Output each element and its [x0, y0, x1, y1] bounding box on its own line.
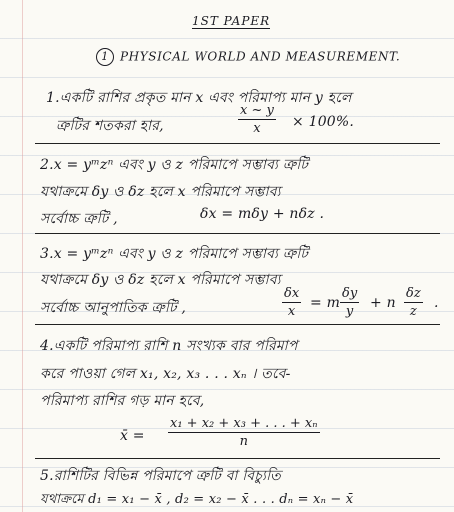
- chapter-number: 1: [96, 48, 114, 66]
- divider: [35, 458, 440, 459]
- fraction-numerator: x ~ y: [240, 103, 274, 118]
- item-4-mean-fraction: [168, 416, 320, 449]
- item-5-line2: যথাক্রমে d₁ = x₁ − x̄ , d₂ = x₂ − x̄ . . . dₙ = xₙ − x̄: [40, 492, 354, 507]
- item-2-formula: δx = mδy + nδz .: [200, 206, 325, 222]
- fraction-bar: [282, 302, 301, 303]
- item-4-text-line1: একটি পরিমাপ্য রাশি n সংখ্যক বার পরিমাপ: [53, 338, 298, 354]
- divider: [35, 233, 440, 234]
- item-4-number: 4.: [40, 338, 54, 354]
- divider: [35, 324, 440, 325]
- fraction-numerator: δx: [284, 286, 300, 301]
- item-3-equals-m: = m: [310, 295, 341, 311]
- item-4-line3: পরিমাপ্য রাশির গড় মান হবে,: [40, 393, 205, 409]
- paper-title: 1ST PAPER: [192, 14, 271, 28]
- item-1-number: 1.: [46, 90, 60, 106]
- fraction-numerator: δy: [342, 286, 358, 301]
- item-2-text-line1: x = yᵐzⁿ এবং y ও z পরিমাপে সম্ভাব্য ত্রুটি: [53, 157, 309, 173]
- item-2-text-line3: সর্বোচ্চ ত্রুটি ,: [40, 211, 118, 227]
- item-3-period: .: [434, 295, 439, 311]
- item-5-number: 5.: [40, 468, 54, 484]
- fraction-bar: [404, 302, 423, 303]
- fraction-numerator: x₁ + x₂ + x₃ + . . . + xₙ: [170, 416, 318, 431]
- divider: [35, 143, 440, 144]
- fraction-bar: [168, 432, 320, 433]
- fraction-denominator: n: [239, 434, 248, 450]
- item-1-line2: ত্রুটির শতকরা হার,: [56, 118, 164, 134]
- item-3-fraction-dx: [282, 286, 301, 319]
- item-3-line3: সর্বোচ্চ আনুপাতিক ত্রুটি ,: [40, 300, 186, 316]
- item-1-percent: × 100%.: [292, 114, 355, 130]
- item-5-text-line1: রাশিটির বিভিন্ন পরিমাপে ত্রুটি বা বিচ্যুতি: [53, 468, 281, 484]
- item-1-error-fraction: [238, 103, 276, 136]
- item-3-fraction-dy: [340, 286, 359, 319]
- item-2-line1: [40, 153, 308, 177]
- fraction-bar: [340, 302, 359, 303]
- item-1-text-line1: একটি রাশির প্রকৃত মান x এবং পরিমাপ্য মান y হলে: [59, 90, 352, 106]
- item-3-number: 3.: [40, 246, 54, 262]
- item-4-mean-lhs: x̄ =: [120, 428, 145, 444]
- item-5-line1: [40, 464, 281, 488]
- fraction-denominator: x: [253, 121, 261, 137]
- item-3-text-line1: x = yᵐzⁿ এবং y ও z পরিমাপে সম্ভাব্য ত্রুটি: [53, 246, 309, 262]
- item-4-line2: করে পাওয়া গেল x₁, x₂, x₃ . . . xₙ । তবে-: [40, 366, 291, 382]
- item-2-line2: যথাক্রমে δy ও δz হলে x পরিমাপে সম্ভাব্য: [40, 184, 281, 200]
- fraction-numerator: δz: [406, 286, 421, 301]
- chapter-title: PHYSICAL WORLD AND MEASUREMENT.: [120, 49, 401, 64]
- item-3-line1: [40, 242, 308, 266]
- item-4-line1: [40, 334, 298, 358]
- chapter-heading: [96, 48, 400, 66]
- item-1-line1: [46, 86, 351, 110]
- item-3-line2: যথাক্রমে δy ও δz হলে x পরিমাপে সম্ভাব্য: [40, 272, 281, 288]
- fraction-denominator: z: [409, 304, 417, 320]
- item-2-line3: [40, 207, 118, 231]
- item-3-fraction-dz: [404, 286, 423, 319]
- item-3-plus-n: + n: [370, 295, 396, 311]
- fraction-denominator: y: [345, 304, 354, 320]
- item-2-number: 2.: [40, 157, 54, 173]
- margin-line: [22, 0, 23, 512]
- fraction-bar: [238, 119, 276, 120]
- fraction-denominator: x: [287, 304, 296, 320]
